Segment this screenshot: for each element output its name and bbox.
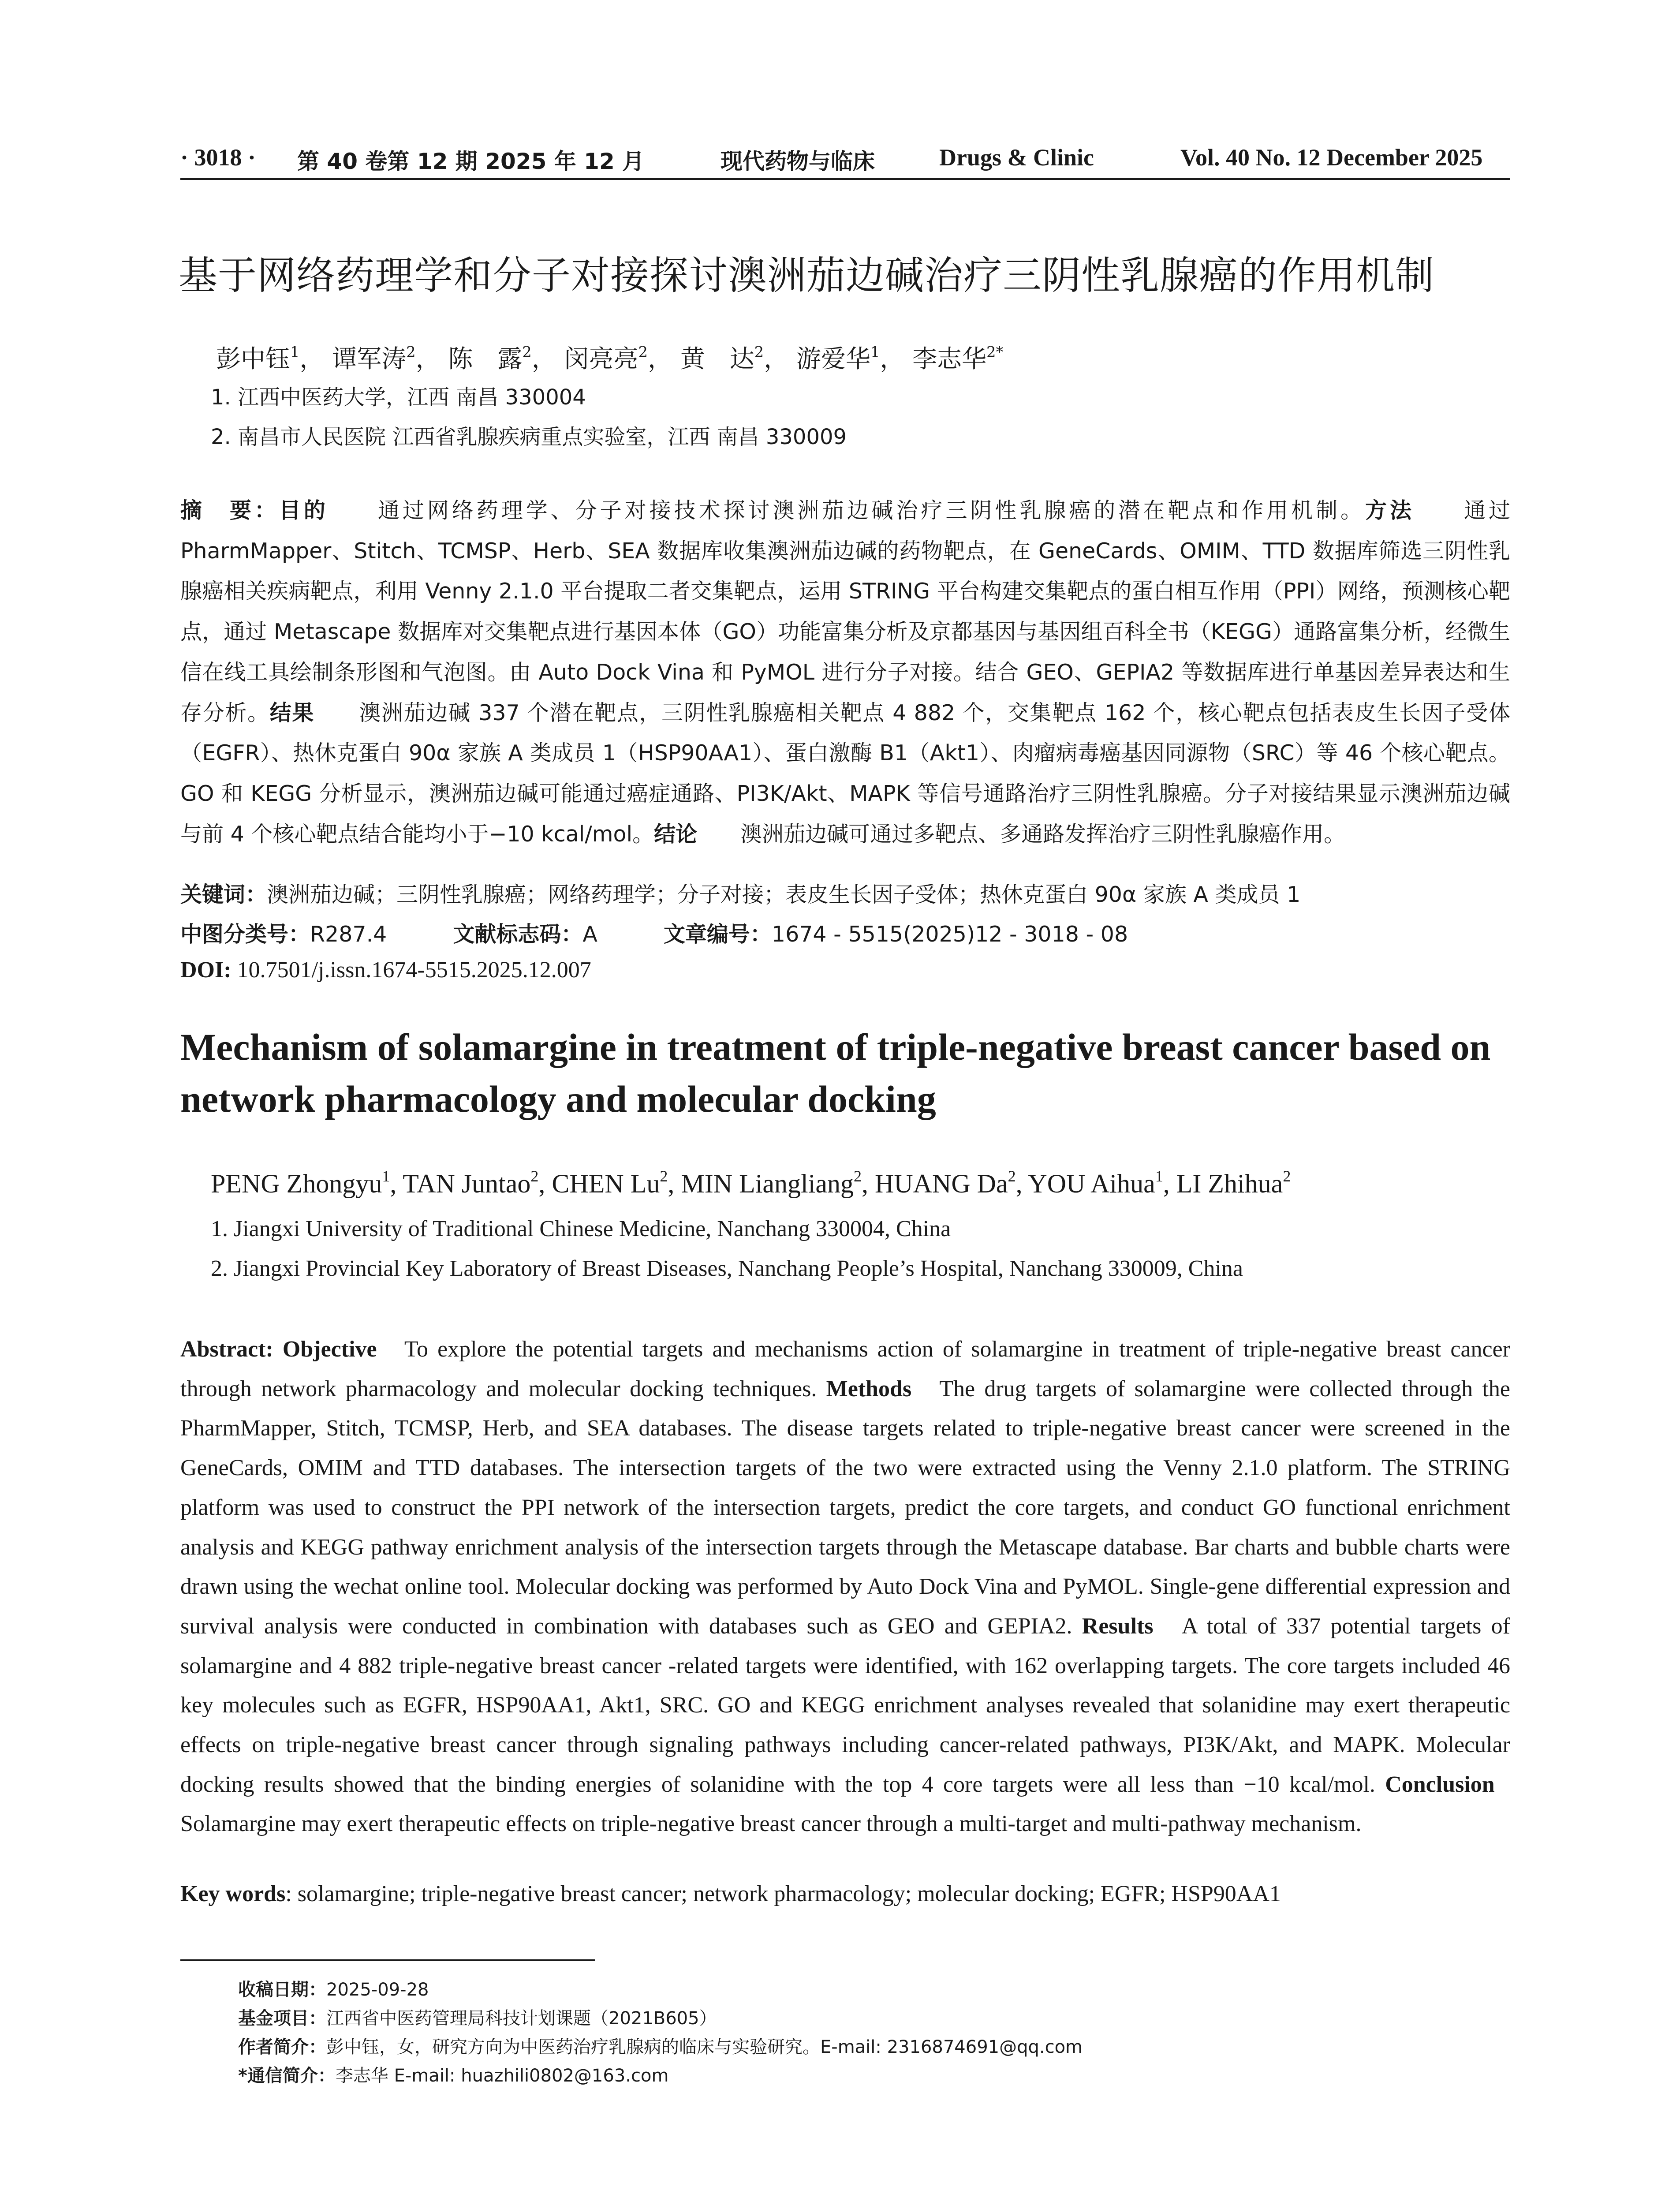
results-text: 澳洲茄边碱 337 个潜在靶点，三阴性乳腺癌相关靶点 4 882 个，交集靶点 162 个，核心靶点包括表皮生长因子受体（EGFR）、热休克蛋白 90α 家族 A 类成员 1（HSP90AA1）、蛋白激酶 B1（Akt1）、肉瘤病毒癌基因同源物（SRC）等 46 个核心靶点。GO 和 KEGG 分析显示，澳洲茄边碱可能通过癌症通路、PI3K/Akt、MAPK 等信号通路治疗三阴性乳腺癌。分子对接结果显示澳洲茄边碱与前 4 个核心靶点结合能均小于−10 kcal/mol。 <box>180 700 1510 847</box>
article-title-cn: 基于网络药理学和分子对接探讨澳洲茄边碱治疗三阴性乳腺癌的作用机制 <box>179 253 1435 298</box>
methods-label: Methods <box>826 1376 912 1401</box>
doi-line <box>180 957 591 983</box>
objective-text: 通过网络药理学、分子对接技术探讨澳洲茄边碱治疗三阴性乳腺癌的潜在靶点和作用机制。 <box>377 498 1366 523</box>
objective-text: To explore the potential targets and mechanisms action of solamargine in treatment of triple-negative breast cancer through network pharmacology and molecular docking techniques. <box>180 1337 1511 1401</box>
page-number: · 3018 · <box>180 144 256 171</box>
keywords-cn <box>180 878 1300 908</box>
author-name: TAN Juntao <box>403 1169 531 1198</box>
header-divider <box>180 178 1510 180</box>
issue-en: Vol. 40 No. 12 December 2025 <box>1180 144 1483 171</box>
author-affiliation-mark: 2 <box>522 343 532 361</box>
article-title-en: Mechanism of solamargine in treatment of triple-negative breast cancer based on network pharmacology and molecular docking <box>180 1026 1491 1120</box>
author-affiliation-mark: 2 <box>1283 1167 1291 1185</box>
doi-value: 10.7501/j.issn.1674-5515.2025.12.007 <box>237 957 591 983</box>
issue-cn: 第 40 卷第 12 期 2025 年 12 月 <box>297 149 645 174</box>
footnote-author-bio <box>238 2033 1083 2058</box>
keywords-label: Key words <box>180 1881 286 1906</box>
footnote-label: 作者简介： <box>238 2037 326 2057</box>
methods-text: 通过 PharmMapper、Stitch、TCMSP、Herb、SEA 数据库收集澳洲茄边碱的药物靶点，在 GeneCards、OMIM、TTD 数据库筛选三阴性乳腺癌相关疾病靶点，利用 Venny 2.1.0 平台提取二者交集靶点，运用 STRING 平台构建交集靶点的蛋白相互作用（PPI）网络，预测核心靶点，通过 Metascape 数据库对交集靶点进行基因本体（GO）功能富集分析及京都基因与基因组百科全书（KEGG）通路富集分析，经微生信在线工具绘制条形图和气泡图。由 Auto Dock Vina 和 PyMOL 进行分子对接。结合 GEO、GEPIA2 等数据库进行单基因差异表达和生存分析。 <box>180 498 1510 725</box>
abstract-label: 摘 要： <box>180 498 279 523</box>
footnote-text: 彭中钰，女，研究方向为中医药治疗乳腺病的临床与实验研究。E-mail: 2316874691@qq.com <box>326 2037 1083 2057</box>
abstract-en <box>180 1330 1510 1844</box>
objective-label: Objective <box>282 1337 377 1362</box>
footnote-label: 收稿日期： <box>238 1980 326 2000</box>
abstract-label: Abstract: <box>180 1337 273 1362</box>
author-affiliation-mark: 1 <box>1155 1167 1163 1185</box>
conclusion-label: 结论 <box>654 821 698 847</box>
article-number-label: 文章编号： <box>663 922 772 947</box>
author-affiliation-mark: 2* <box>986 343 1004 361</box>
author-affiliation-mark: 2 <box>660 1167 668 1185</box>
author-name: 黄 达 <box>680 345 754 374</box>
doc-code-label: 文献标志码： <box>453 922 583 947</box>
methods-label: 方法 <box>1365 498 1415 523</box>
author-name: MIN Liangliang <box>681 1169 854 1198</box>
doi-label: DOI: <box>180 957 231 983</box>
footnote-funding <box>238 2004 717 2029</box>
article-number-value: 1674 - 5515(2025)12 - 3018 - 08 <box>771 922 1128 947</box>
clc-value: R287.4 <box>310 922 387 947</box>
author-affiliation-mark: 1 <box>870 343 880 361</box>
methods-text: The drug targets of solamargine were collected through the PharmMapper, Stitch, TCMSP, Herb, and SEA databases. The disease targets related to triple-negative breast cancer were screened in the GeneCards, OMIM and TTD databases. The intersection targets of the two were extracted using the Venny 2.1.0 platform. The STRING platform was used to construct the PPI network of the intersection targets, predict the core targets, and conduct GO functional enrichment analysis and KEGG pathway enrichment analysis of the intersection targets through the Metascape database. Bar charts and bubble charts were drawn using the wechat online tool. Molecular docking was performed by Auto Dock Vina and PyMOL. Single-gene differential expression and survival analysis were conducted in combination with databases such as GEO and GEPIA2. <box>180 1376 1511 1639</box>
footnote-label: *通信简介： <box>238 2066 336 2086</box>
author-name: LI Zhihua <box>1176 1169 1283 1198</box>
author-name: YOU Aihua <box>1028 1169 1155 1198</box>
keywords-en <box>180 1881 1281 1907</box>
clc-label: 中图分类号： <box>180 922 310 947</box>
running-header <box>180 139 1510 175</box>
author-list-cn: 彭中钰$^1$， 谭军涛$^2$， 陈 露$^2$， 闵亮亮$^2$， 黄 达$^2$， 游爱华$^1$， 李志华$^{2*}$ <box>216 343 1004 374</box>
affiliation-en-2: 2. Jiangxi Provincial Key Laboratory of Breast Diseases, Nanchang People’s Hospital, Nanchang 330009, China <box>211 1256 1243 1281</box>
results-label: Results <box>1082 1613 1154 1639</box>
author-name: PENG Zhongyu <box>211 1169 382 1198</box>
author-name: HUANG Da <box>875 1169 1008 1198</box>
author-name: 彭中钰 <box>216 345 290 374</box>
journal-name-en: Drugs & Clinic <box>939 144 1094 171</box>
footnote-text: 江西省中医药管理局科技计划课题（2021B605） <box>326 2008 717 2029</box>
results-text: A total of 337 potential targets of solamargine and 4 882 triple-negative breast cancer -related targets were identified, with 162 overlapping targets. The core targets included 46 key molecules such as EGFR, HSP90AA1, Akt1, SRC. GO and KEGG enrichment analyses revealed that solanidine may exert therapeutic effects on triple-negative breast cancer through signaling pathways including cancer-related pathways, PI3K/Akt, and MAPK. Molecular docking results showed that the binding energies of solanidine with the top 4 core targets were all less than −10 kcal/mol. <box>180 1613 1510 1797</box>
author-affiliation-mark: 1 <box>382 1167 390 1185</box>
keywords-label: 关键词： <box>180 882 267 907</box>
footnote-text: 2025-09-28 <box>326 1980 429 2000</box>
keywords-text: : solamargine; triple-negative breast cancer; network pharmacology; molecular docking; EGFR; HSP90AA1 <box>285 1881 1281 1906</box>
conclusion-label: Conclusion <box>1385 1771 1495 1797</box>
objective-label: 目的 <box>279 498 329 523</box>
footnote-received <box>238 1976 429 2001</box>
conclusion-text: 澳洲茄边碱可通过多靶点、多通路发挥治疗三阴性乳腺癌作用。 <box>740 821 1346 847</box>
author-affiliation-mark: 1 <box>290 343 300 361</box>
author-name: 陈 露 <box>448 345 523 374</box>
author-affiliation-mark: 2 <box>638 343 648 361</box>
keywords-text: 澳洲茄边碱；三阴性乳腺癌；网络药理学；分子对接；表皮生长因子受体；热休克蛋白 90α 家族 A 类成员 1 <box>267 882 1301 907</box>
author-name: 闵亮亮 <box>564 345 638 374</box>
author-name: CHEN Lu <box>552 1169 660 1198</box>
author-affiliation-mark: 2 <box>854 1167 862 1185</box>
author-name: 游爱华 <box>796 345 870 374</box>
author-affiliation-mark: 2 <box>1008 1167 1016 1185</box>
author-affiliation-mark: 2 <box>754 343 764 361</box>
classification-line <box>180 917 1128 948</box>
footnote-label: 基金项目： <box>238 2008 326 2029</box>
doc-code-value: A <box>582 922 597 947</box>
author-list-en: PENG Zhongyu$^1$, TAN Juntao$^2$, CHEN Lu$^2$, MIN Liangliang$^2$, HUANG Da$^2$, YOU Aihua$^1$, LI Zhihua$^2$ <box>211 1167 1291 1198</box>
abstract-cn <box>180 490 1510 854</box>
author-affiliation-mark: 2 <box>530 1167 539 1185</box>
results-label: 结果 <box>269 700 315 725</box>
affiliation-en-1: 1. Jiangxi University of Traditional Chinese Medicine, Nanchang 330004, China <box>211 1216 951 1241</box>
journal-name-cn: 现代药物与临床 <box>721 149 875 174</box>
conclusion-text: Solamargine may exert therapeutic effects on triple-negative breast cancer through a multi-target and multi-pathway mechanism. <box>180 1811 1362 1837</box>
author-name: 谭军涛 <box>332 345 407 374</box>
footnote-corresponding <box>238 2062 668 2087</box>
author-affiliation-mark: 2 <box>406 343 416 361</box>
affiliation-cn-1: 1. 江西中医药大学，江西 南昌 330004 <box>211 385 586 410</box>
footnote-divider <box>180 1959 595 1961</box>
author-name: 李志华 <box>912 345 987 374</box>
footnote-text: 李志华 E-mail: huazhili0802@163.com <box>335 2066 669 2086</box>
affiliation-cn-2: 2. 南昌市人民医院 江西省乳腺疾病重点实验室，江西 南昌 330009 <box>211 425 847 449</box>
